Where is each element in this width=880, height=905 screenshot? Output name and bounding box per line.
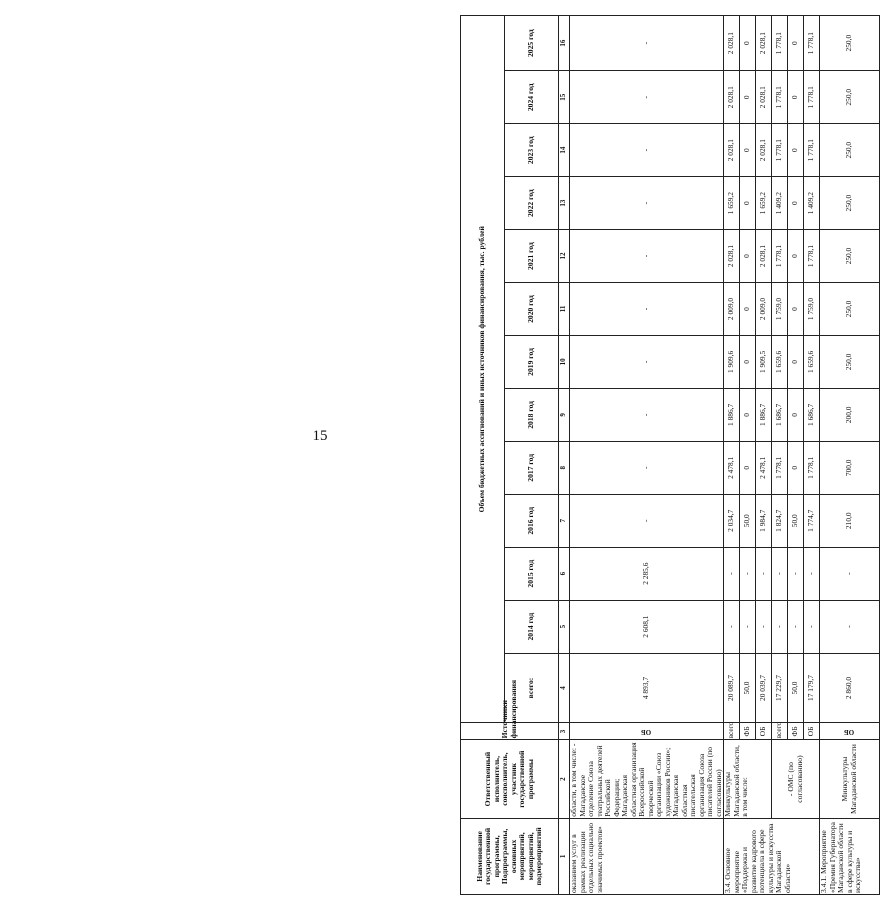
header-year: 2021 год: [505, 230, 559, 283]
row-c-source: [820, 723, 880, 740]
value-cell: 1 409,2: [772, 177, 788, 230]
value-cell: 1 886,7: [756, 388, 772, 441]
value-cell: 2 028,1: [756, 16, 772, 71]
value-cell: 50,0: [788, 494, 804, 547]
source-cell: всего: [772, 723, 788, 740]
value-cell: 0: [740, 335, 756, 388]
row-c-name: 3.4.1. Мероприятие «Премия Губернатора Магаданской области в сфере культуры и искусства»: [820, 818, 880, 894]
header-year: 2017 год: [505, 441, 559, 494]
value-cell: 250,0: [820, 16, 880, 71]
value-cell: -: [570, 388, 724, 441]
row-b-executor-omc: - ОМС (по согласованию): [772, 740, 820, 818]
header-year: 2023 год: [505, 124, 559, 177]
value-cell: -: [724, 547, 740, 600]
column-number: 9: [559, 388, 570, 441]
source-cell: ФБ: [740, 723, 756, 740]
value-cell: 17 229,7: [772, 653, 788, 723]
value-cell: 1 778,1: [804, 16, 820, 71]
column-number: 12: [559, 230, 570, 283]
column-number: 8: [559, 441, 570, 494]
value-cell: 1 778,1: [804, 441, 820, 494]
value-cell: 2 028,1: [756, 230, 772, 283]
value-cell: 1 778,1: [772, 441, 788, 494]
header-year: 2015 год: [505, 547, 559, 600]
value-cell: 2 028,1: [756, 124, 772, 177]
header-source-label: Источники финансирования: [500, 679, 518, 739]
row-a-source-label: ОБ: [641, 728, 652, 737]
value-cell: 2 028,1: [724, 124, 740, 177]
value-cell: -: [756, 547, 772, 600]
column-number: 10: [559, 335, 570, 388]
value-cell: 700,0: [820, 441, 880, 494]
column-number: 16: [559, 16, 570, 71]
value-cell: -: [756, 600, 772, 653]
value-cell: 0: [788, 335, 804, 388]
value-cell: 1 686,7: [804, 388, 820, 441]
value-cell: -: [724, 600, 740, 653]
column-number: 4: [559, 653, 570, 723]
value-cell: 0: [788, 441, 804, 494]
value-cell: -: [570, 16, 724, 71]
value-cell: 2 285,6: [570, 547, 724, 600]
value-cell: 1 759,0: [804, 283, 820, 336]
value-cell: 0: [788, 177, 804, 230]
value-cell: 1 659,2: [756, 177, 772, 230]
value-cell: 250,0: [820, 283, 880, 336]
value-cell: 2 009,0: [724, 283, 740, 336]
value-cell: 0: [740, 388, 756, 441]
header-year: 2016 год: [505, 494, 559, 547]
value-cell: 1 409,2: [804, 177, 820, 230]
value-cell: 1 984,7: [756, 494, 772, 547]
funding-table: [460, 15, 880, 895]
value-cell: 50,0: [740, 653, 756, 723]
value-cell: 0: [788, 388, 804, 441]
value-cell: -: [788, 547, 804, 600]
value-cell: -: [772, 600, 788, 653]
value-cell: 0: [740, 230, 756, 283]
value-cell: 2 860,0: [820, 653, 880, 723]
value-cell: 1 686,7: [772, 388, 788, 441]
value-cell: 1 824,7: [772, 494, 788, 547]
value-cell: 50,0: [788, 653, 804, 723]
value-cell: 20 089,7: [724, 653, 740, 723]
value-cell: -: [570, 335, 724, 388]
column-number: 1: [559, 818, 570, 894]
value-cell: -: [570, 124, 724, 177]
value-cell: -: [772, 547, 788, 600]
value-cell: 250,0: [820, 71, 880, 124]
value-cell: 0: [788, 283, 804, 336]
row-c-executor: Минкультуры Магаданской области: [820, 740, 880, 818]
header-year: 2022 год: [505, 177, 559, 230]
value-cell: 2 478,1: [756, 441, 772, 494]
source-cell: ОБ: [804, 723, 820, 740]
row-c-source-label: ОБ: [844, 728, 855, 737]
value-cell: -: [570, 71, 724, 124]
value-cell: 0: [740, 441, 756, 494]
column-number: 2: [559, 740, 570, 818]
value-cell: 1 659,6: [804, 335, 820, 388]
value-cell: -: [804, 600, 820, 653]
header-year: 2025 год: [505, 16, 559, 71]
header-year: 2014 год: [505, 600, 559, 653]
value-cell: 2 028,1: [756, 71, 772, 124]
header-year: 2020 год: [505, 283, 559, 336]
rotated-table-container: [460, 15, 862, 895]
value-cell: -: [820, 600, 880, 653]
value-cell: 250,0: [820, 177, 880, 230]
row-a-name: оказанием услуг в рамках реализации отдельных социально значимых проектов»: [570, 818, 724, 894]
value-cell: 0: [788, 16, 804, 71]
value-cell: 0: [740, 124, 756, 177]
value-cell: -: [740, 547, 756, 600]
value-cell: 1 778,1: [804, 230, 820, 283]
value-cell: 1 778,1: [772, 16, 788, 71]
value-cell: 17 179,7: [804, 653, 820, 723]
value-cell: 1 759,0: [772, 283, 788, 336]
header-year: 2019 год: [505, 335, 559, 388]
value-cell: 0: [788, 230, 804, 283]
page-number: 15: [312, 428, 328, 444]
value-cell: 1 778,1: [804, 124, 820, 177]
value-cell: 2 608,1: [570, 600, 724, 653]
column-number: 15: [559, 71, 570, 124]
value-cell: 0: [740, 177, 756, 230]
value-cell: 1 778,1: [772, 124, 788, 177]
column-number: 11: [559, 283, 570, 336]
value-cell: 0: [788, 71, 804, 124]
value-cell: 1 778,1: [772, 71, 788, 124]
column-number: 6: [559, 547, 570, 600]
value-cell: -: [570, 177, 724, 230]
column-number: 3: [559, 723, 570, 740]
value-cell: 2 028,1: [724, 230, 740, 283]
row-a-source: [570, 723, 724, 740]
value-cell: 1 659,2: [724, 177, 740, 230]
row-a-executor: области, в том числе: - Магаданское отделение Союза театральных деятелей Российской Федерации; Магаданская областная организация Всероссийской творческой организации «Союз художников России»; Магаданская областная писательская организация Союза писателей России (по согласованию): [570, 740, 724, 818]
value-cell: 200,0: [820, 388, 880, 441]
row-b-executor-main: Минкультуры Магаданской области, в том числе:: [724, 740, 772, 818]
value-cell: 250,0: [820, 335, 880, 388]
value-cell: -: [570, 283, 724, 336]
value-cell: 1 778,1: [772, 230, 788, 283]
value-cell: 0: [740, 283, 756, 336]
header-year: 2018 год: [505, 388, 559, 441]
value-cell: 1 909,6: [724, 335, 740, 388]
column-number: 5: [559, 600, 570, 653]
value-cell: 2 009,0: [756, 283, 772, 336]
value-cell: 1 659,6: [772, 335, 788, 388]
value-cell: 1 778,1: [804, 71, 820, 124]
value-cell: -: [804, 547, 820, 600]
column-number: 13: [559, 177, 570, 230]
value-cell: 1 909,5: [756, 335, 772, 388]
value-cell: 2 478,1: [724, 441, 740, 494]
row-b-name: 3.4. Основное мероприятие «Поддержка и развитие кадрового потенциала в сфере культуры и искусства Магаданской области»: [724, 818, 820, 894]
source-cell: всего: [724, 723, 740, 740]
value-cell: 0: [788, 124, 804, 177]
header-total: всего:: [505, 653, 559, 723]
header-year: 2024 год: [505, 71, 559, 124]
source-cell: ОБ: [756, 723, 772, 740]
column-number: 7: [559, 494, 570, 547]
value-cell: -: [740, 600, 756, 653]
value-cell: -: [570, 494, 724, 547]
header-executor: Ответственный исполнитель, соисполнитель, участник государственной программы: [461, 740, 559, 818]
value-cell: 1 886,7: [724, 388, 740, 441]
value-cell: 210,0: [820, 494, 880, 547]
value-cell: -: [570, 230, 724, 283]
value-cell: 250,0: [820, 230, 880, 283]
value-cell: -: [570, 441, 724, 494]
value-cell: 250,0: [820, 124, 880, 177]
source-cell: ФБ: [788, 723, 804, 740]
header-funding-group: Объем бюджетных ассигнований и иных источников финансирования, тыс. рублей: [461, 16, 505, 723]
value-cell: -: [788, 600, 804, 653]
column-number: 14: [559, 124, 570, 177]
value-cell: 4 893,7: [570, 653, 724, 723]
value-cell: -: [820, 547, 880, 600]
value-cell: 50,0: [740, 494, 756, 547]
value-cell: 20 039,7: [756, 653, 772, 723]
value-cell: 0: [740, 71, 756, 124]
value-cell: 0: [740, 16, 756, 71]
header-name: Наименование государственной программы, Подпрограммы, основных мероприятий, мероприятий, подмероприятий: [461, 818, 559, 894]
value-cell: 1 774,7: [804, 494, 820, 547]
value-cell: 2 028,1: [724, 16, 740, 71]
value-cell: 2 028,1: [724, 71, 740, 124]
value-cell: 2 034,7: [724, 494, 740, 547]
